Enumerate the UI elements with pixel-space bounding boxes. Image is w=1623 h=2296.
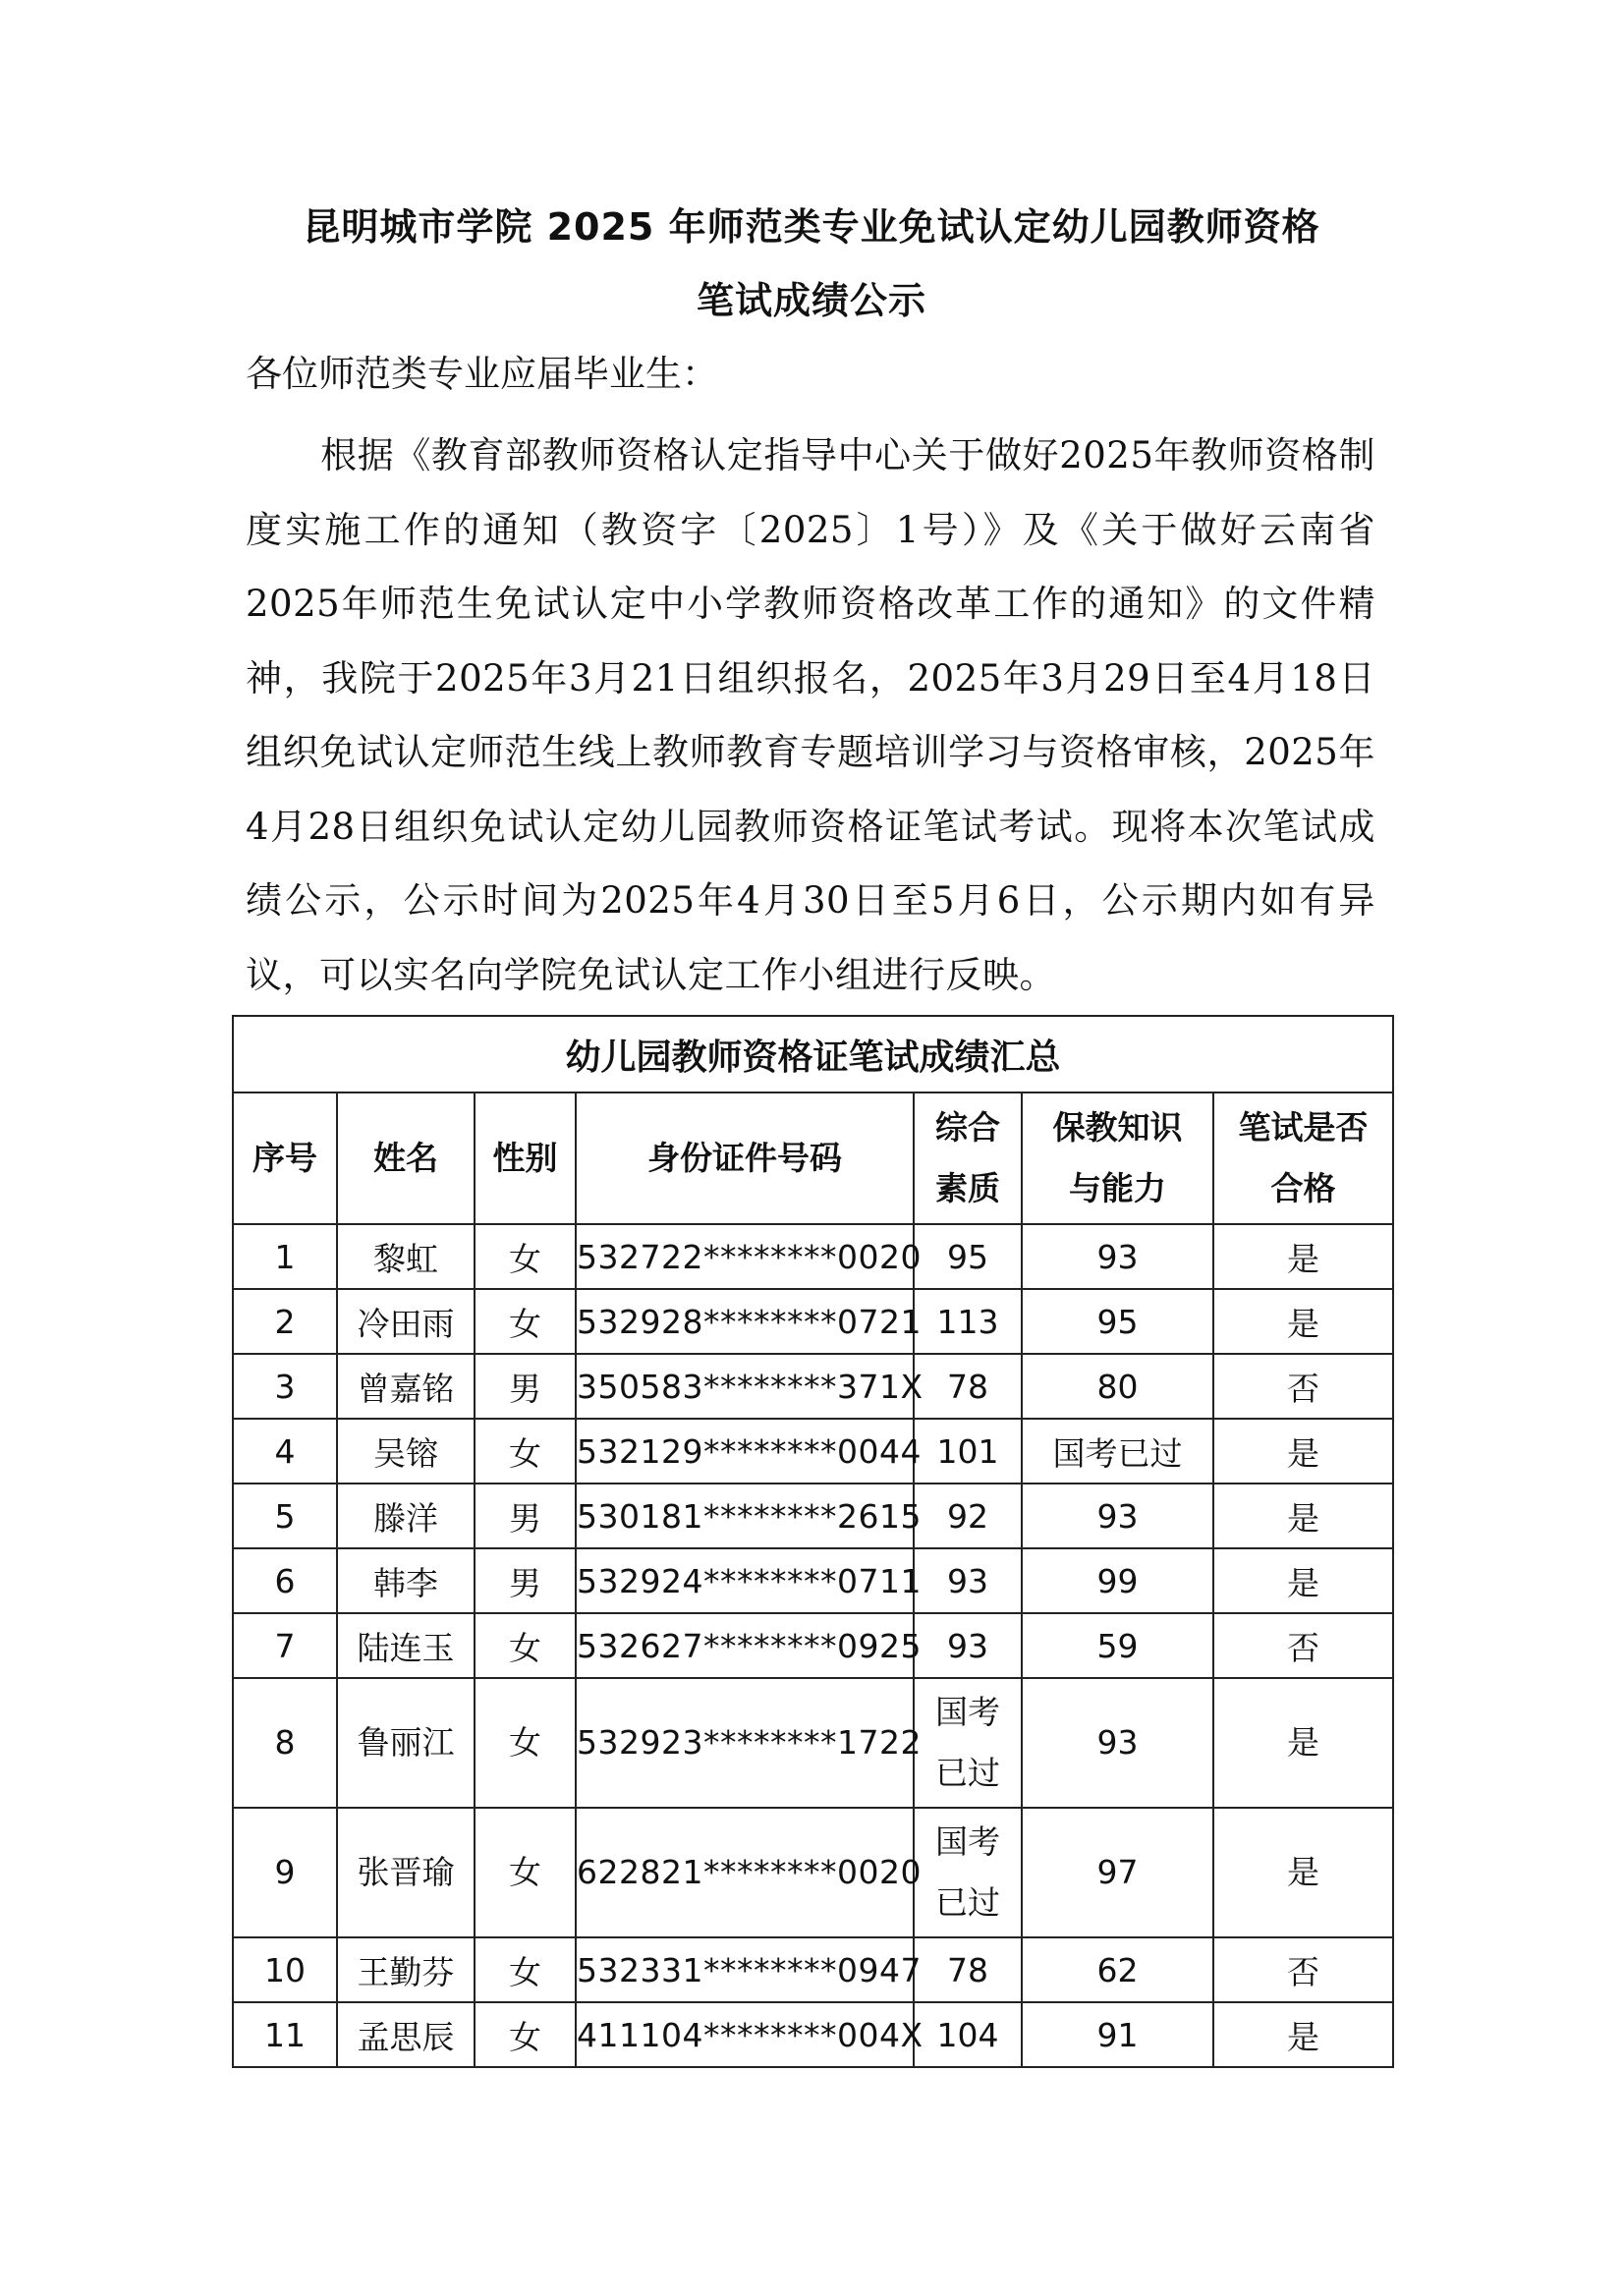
header-no: 序号	[233, 1092, 337, 1224]
cell-name: 陆连玉	[337, 1613, 475, 1678]
cell-id: 411104********004X	[576, 2002, 914, 2067]
cell-id: 532627********0925	[576, 1613, 914, 1678]
cell-no: 4	[233, 1419, 337, 1484]
table-body	[233, 1224, 1393, 2067]
cell-comprehensive: 93	[914, 1548, 1022, 1613]
cell-knowledge: 93	[1022, 1484, 1213, 1548]
cell-knowledge: 93	[1022, 1224, 1213, 1289]
cell-pass: 否	[1213, 1937, 1393, 2002]
cell-pass: 否	[1213, 1354, 1393, 1419]
cell-no: 9	[233, 1808, 337, 1937]
cell-no: 10	[233, 1937, 337, 2002]
cell-pass: 是	[1213, 1808, 1393, 1937]
cell-comprehensive: 113	[914, 1289, 1022, 1354]
cell-gender: 男	[475, 1484, 576, 1548]
cell-name: 滕洋	[337, 1484, 475, 1548]
cell-comprehensive	[914, 1808, 1022, 1937]
salutation: 各位师范类专业应届毕业生：	[246, 353, 718, 395]
cell-name: 曾嘉铭	[337, 1354, 475, 1419]
header-comprehensive-line2: 素质	[935, 1169, 1000, 1207]
cell-name: 吴镕	[337, 1419, 475, 1484]
cell-name: 韩李	[337, 1548, 475, 1613]
cell-no: 7	[233, 1613, 337, 1678]
header-pass-line2: 合格	[1270, 1169, 1336, 1207]
cell-gender: 女	[475, 1224, 576, 1289]
document-title-line2: 笔试成绩公示	[696, 279, 926, 322]
table-row	[233, 2002, 1393, 2067]
cell-gender: 女	[475, 1937, 576, 2002]
table-row	[233, 1808, 1393, 1937]
cell-pass: 否	[1213, 1613, 1393, 1678]
cell-gender: 女	[475, 1419, 576, 1484]
cell-no: 1	[233, 1224, 337, 1289]
cell-id: 622821********0020	[576, 1808, 914, 1937]
cell-knowledge: 国考已过	[1022, 1419, 1213, 1484]
cell-comprehensive-line2: 已过	[935, 1754, 1000, 1792]
scores-table	[232, 1015, 1394, 2068]
cell-gender: 男	[475, 1548, 576, 1613]
cell-knowledge: 95	[1022, 1289, 1213, 1354]
cell-gender: 女	[475, 1289, 576, 1354]
header-knowledge	[1022, 1092, 1213, 1224]
cell-id: 530181********2615	[576, 1484, 914, 1548]
cell-no: 6	[233, 1548, 337, 1613]
cell-pass: 是	[1213, 1678, 1393, 1808]
table-row	[233, 1419, 1393, 1484]
cell-comprehensive: 101	[914, 1419, 1022, 1484]
cell-knowledge: 93	[1022, 1678, 1213, 1808]
header-name: 姓名	[337, 1092, 475, 1224]
cell-knowledge: 97	[1022, 1808, 1213, 1937]
cell-name: 黎虹	[337, 1224, 475, 1289]
cell-no: 11	[233, 2002, 337, 2067]
cell-comprehensive: 104	[914, 2002, 1022, 2067]
body-paragraph-text: 根据《教育部教师资格认定指导中心关于做好2025年教师资格制度实施工作的通知（教资字〔2025〕1号）》及《关于做好云南省2025年师范生免试认定中小学教师资格改革工作的通知》的文件精神，我院于2025年3月21日组织报名，2025年3月29日至4月18日组织免试认定师范生线上教师教育专题培训学习与资格审核，2025年4月28日组织免试认定幼儿园教师资格证笔试考试。现将本次笔试成绩公示，公示时间为2025年4月30日至5月6日，公示期内如有异议，可以实名向学院免试认定工作小组进行反映。	[246, 434, 1375, 996]
cell-knowledge: 99	[1022, 1548, 1213, 1613]
table-row	[233, 1548, 1393, 1613]
cell-id: 532924********0711	[576, 1548, 914, 1613]
table-row	[233, 1937, 1393, 2002]
cell-id: 532331********0947	[576, 1937, 914, 2002]
cell-comprehensive: 78	[914, 1937, 1022, 2002]
header-comprehensive-line1: 综合	[935, 1108, 1000, 1147]
cell-knowledge: 59	[1022, 1613, 1213, 1678]
cell-knowledge: 80	[1022, 1354, 1213, 1419]
cell-id: 532928********0721	[576, 1289, 914, 1354]
body-paragraph	[246, 419, 1375, 1012]
cell-pass: 是	[1213, 1419, 1393, 1484]
cell-gender: 男	[475, 1354, 576, 1419]
cell-pass: 是	[1213, 1484, 1393, 1548]
table-row	[233, 1289, 1393, 1354]
header-id: 身份证件号码	[576, 1092, 914, 1224]
cell-comprehensive-line1: 国考	[935, 1822, 1000, 1861]
header-knowledge-line2: 与能力	[1069, 1169, 1166, 1207]
cell-no: 2	[233, 1289, 337, 1354]
header-pass	[1213, 1092, 1393, 1224]
table-caption: 幼儿园教师资格证笔试成绩汇总	[233, 1016, 1393, 1092]
cell-name: 冷田雨	[337, 1289, 475, 1354]
table-row	[233, 1484, 1393, 1548]
cell-knowledge: 91	[1022, 2002, 1213, 2067]
cell-no: 5	[233, 1484, 337, 1548]
cell-no: 3	[233, 1354, 337, 1419]
cell-no: 8	[233, 1678, 337, 1808]
table-row	[233, 1678, 1393, 1808]
header-knowledge-line1: 保教知识	[1052, 1108, 1183, 1147]
cell-name: 张晋瑜	[337, 1808, 475, 1937]
cell-id: 532923********1722	[576, 1678, 914, 1808]
table-header-row	[233, 1092, 1393, 1224]
cell-name: 鲁丽江	[337, 1678, 475, 1808]
document-title-line1: 昆明城市学院 2025 年师范类专业免试认定幼儿园教师资格	[303, 205, 1320, 249]
cell-gender: 女	[475, 1808, 576, 1937]
cell-comprehensive: 95	[914, 1224, 1022, 1289]
cell-knowledge: 62	[1022, 1937, 1213, 2002]
header-pass-line1: 笔试是否	[1238, 1108, 1369, 1147]
cell-name: 王勤芬	[337, 1937, 475, 2002]
cell-pass: 是	[1213, 1289, 1393, 1354]
table-row	[233, 1224, 1393, 1289]
cell-gender: 女	[475, 1678, 576, 1808]
cell-gender: 女	[475, 1613, 576, 1678]
cell-id: 532129********0044	[576, 1419, 914, 1484]
cell-comprehensive-line2: 已过	[935, 1883, 1000, 1922]
cell-pass: 是	[1213, 1548, 1393, 1613]
cell-comprehensive: 92	[914, 1484, 1022, 1548]
cell-comprehensive	[914, 1678, 1022, 1808]
header-gender: 性别	[475, 1092, 576, 1224]
cell-id: 350583********371X	[576, 1354, 914, 1419]
cell-gender: 女	[475, 2002, 576, 2067]
header-comprehensive	[914, 1092, 1022, 1224]
cell-pass: 是	[1213, 2002, 1393, 2067]
cell-comprehensive: 93	[914, 1613, 1022, 1678]
cell-name: 孟思辰	[337, 2002, 475, 2067]
cell-comprehensive-line1: 国考	[935, 1693, 1000, 1731]
cell-pass: 是	[1213, 1224, 1393, 1289]
cell-comprehensive: 78	[914, 1354, 1022, 1419]
table-row	[233, 1354, 1393, 1419]
cell-id: 532722********0020	[576, 1224, 914, 1289]
table-row	[233, 1613, 1393, 1678]
